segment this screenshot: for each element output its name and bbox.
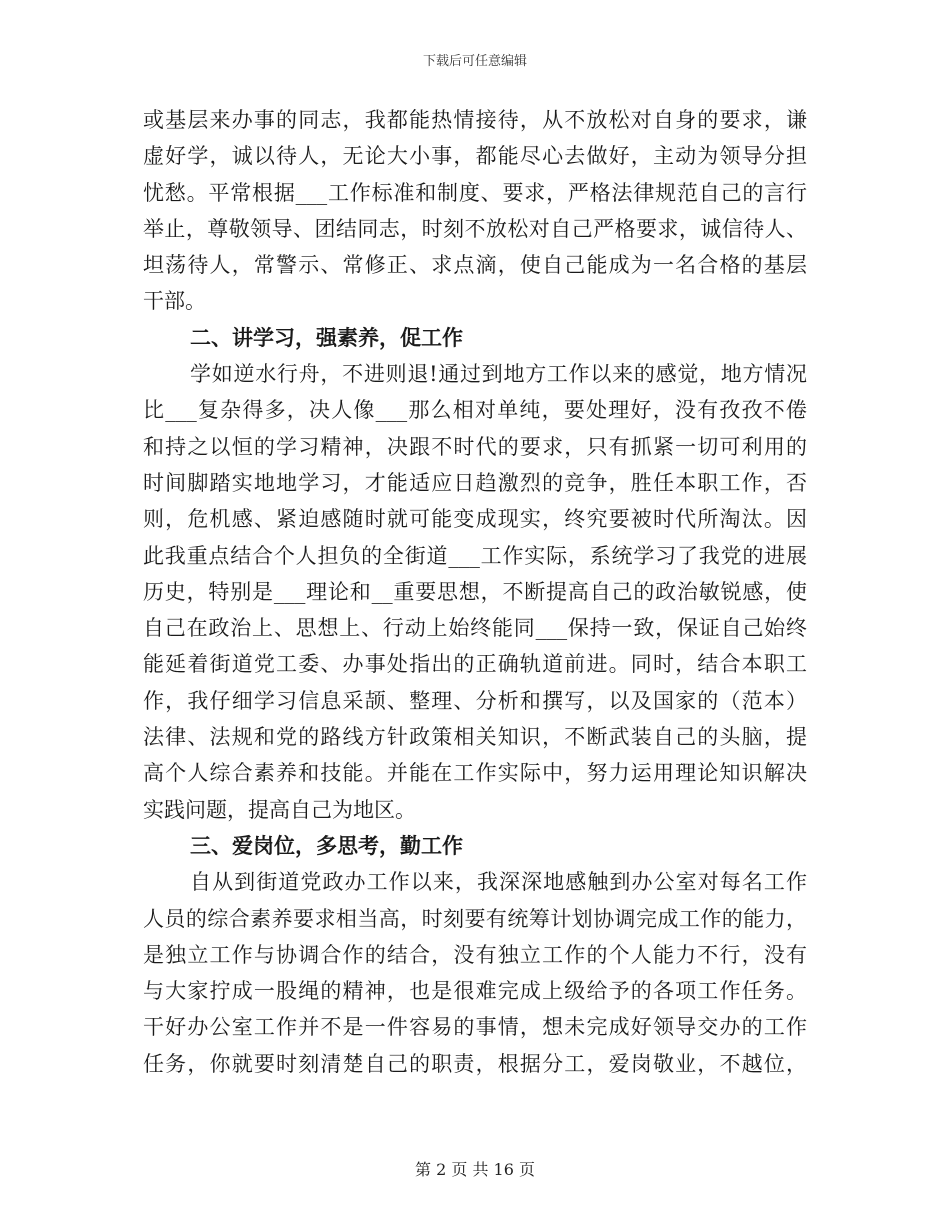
paragraph-line: 人员的综合素养要求相当高，时刻要有统筹计划协调完成工作的能力， bbox=[143, 906, 807, 931]
paragraph-line: 是独立工作与协调合作的结合，没有独立工作的个人能力不行，没有 bbox=[143, 942, 807, 967]
paragraph-line: 比___复杂得多，决人像___那么相对单纯，要处理好，没有孜孜不倦 bbox=[143, 398, 807, 423]
paragraph-first-line: 自从到街道党政办工作以来，我深深地感触到办公室对每名工作 bbox=[190, 870, 807, 895]
page-footer: 第 2 页 共 16 页 bbox=[415, 1160, 535, 1179]
paragraph-line: 自己在政治上、思想上、行动上始终能同___保持一致，保证自己始终 bbox=[143, 616, 807, 641]
section-heading: 三、爱岗位，多思考，勤工作 bbox=[190, 832, 463, 858]
paragraph-line: 举止，尊敬领导、团结同志，时刻不放松对自己严格要求，诚信待人、 bbox=[143, 216, 807, 241]
paragraph-line: 时间脚踏实地地学习，才能适应日趋激烈的竞争，胜任本职工作，否 bbox=[143, 470, 807, 495]
paragraph-line: 坦荡待人，常警示、常修正、求点滴，使自己能成为一名合格的基层 bbox=[143, 253, 807, 278]
paragraph-line: 历史，特别是___理论和__重要思想，不断提高自己的政治敏锐感，使 bbox=[143, 579, 807, 604]
paragraph-line: 能延着街道党工委、办事处指出的正确轨道前进。同时，结合本职工 bbox=[143, 652, 807, 677]
document-body bbox=[143, 102, 807, 1082]
paragraph-line: 和持之以恒的学习精神，决跟不时代的要求，只有抓紧一切可利用的 bbox=[143, 434, 807, 459]
paragraph-line: 与大家拧成一股绳的精神，也是很难完成上级给予的各项工作任务。 bbox=[143, 979, 807, 1004]
paragraph-line: 作，我仔细学习信息采颉、整理、分析和撰写，以及国家的（范本） bbox=[143, 688, 807, 713]
paragraph-line: 则，危机感、紧迫感随时就可能变成现实，终究要被时代所淘汰。因 bbox=[143, 507, 807, 532]
paragraph-line: 任务，你就要时刻清楚自己的职责，根据分工，爱岗敬业，不越位， bbox=[143, 1051, 807, 1076]
paragraph-line: 法律、法规和党的路线方针政策相关知识，不断武装自己的头脑，提 bbox=[143, 725, 807, 750]
paragraph-line: 此我重点结合个人担负的全街道___工作实际，系统学习了我党的进展 bbox=[143, 543, 807, 568]
paragraph-line: 或基层来办事的同志，我都能热情接待，从不放松对自身的要求，谦 bbox=[143, 108, 807, 132]
paragraph-last-line: 实践问题，提高自己为地区。 bbox=[143, 797, 416, 822]
paragraph-last-line: 干部。 bbox=[143, 289, 206, 314]
paragraph-line: 干好办公室工作并不是一件容易的事情，想未完成好领导交办的工作 bbox=[143, 1015, 807, 1040]
paragraph-line: 虚好学，诚以待人，无论大小事，都能尽心去做好，主动为领导分担 bbox=[143, 144, 807, 169]
section-heading: 二、讲学习，强素养，促工作 bbox=[190, 324, 463, 350]
paragraph-line: 忧愁。平常根据___工作标准和制度、要求，严格法律规范自己的言行 bbox=[143, 180, 807, 205]
paragraph-line: 高个人综合素养和技能。并能在工作实际中，努力运用理论知识解决 bbox=[143, 761, 807, 786]
page-header: 下载后可任意编辑 bbox=[422, 54, 527, 69]
paragraph-first-line: 学如逆水行舟，不进则退!通过到地方工作以来的感觉，地方情况 bbox=[190, 362, 807, 387]
